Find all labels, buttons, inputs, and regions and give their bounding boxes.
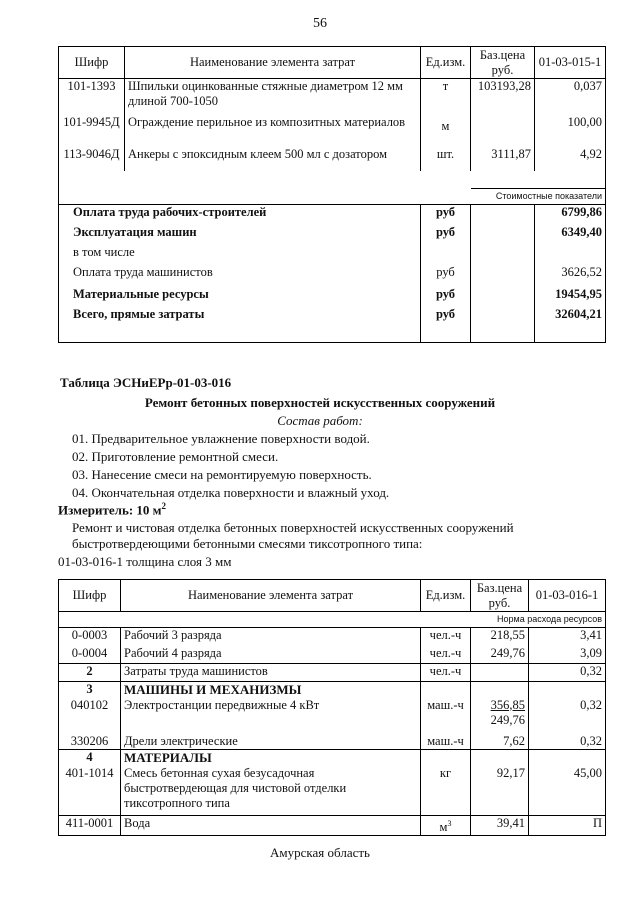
work-step: 02. Приготовление ремонтной смеси. [72,449,279,464]
table-row: 2 Затраты труда машинистов чел.-ч 0,32 [59,664,606,682]
work-step: 04. Окончательная отделка поверхности и влажный уход. [72,485,390,500]
work-step: 01. Предварительное увлажнение поверхности водой. [72,431,370,446]
work-step: 03. Нанесение смеси на ремонтируемую поверхность. [72,467,372,482]
table-row: 113-9046Д Анкеры с эпоксидным клеем 500 мл с дозатором шт. 3111,87 4,92 [59,147,606,171]
table-row: 330206 Дрели электрические маш.-ч 7,62 0,32 [59,734,606,750]
table-row: 101-1393 Шпильки оцинкованные стяжные диаметром 12 мм длиной 700-1050 т 103193,28 0,037 [59,79,606,115]
table-row: 3 МАШИНЫ И МЕХАНИЗМЫ [59,682,606,698]
table-row: 101-9945Д Ограждение перильное из композитных материалов м 100,00 [59,115,606,147]
header-code: Шифр [59,580,121,612]
summary-row: Всего, прямые затраты руб 32604,21 [59,307,606,343]
header-unit: Ед.изм. [421,47,471,79]
summary-row: Оплата труда машинистов руб 3626,52 [59,265,606,287]
measure: Измеритель: 10 $м^2$ [58,501,167,518]
summary-row: Материальные ресурсы руб 19454,95 [59,287,606,307]
header-name: Наименование элемента затрат [125,47,421,79]
table-row: 411-0001 Вода $м^3$ 39,41 П [59,816,606,836]
header-unit: Ед.изм. [421,580,471,612]
table-row: 4 МАТЕРИАЛЫ [59,750,606,766]
work-title: Состав работ: [277,413,363,428]
summary-row: Оплата труда рабочих-строителей руб 6799,86 [59,205,606,225]
table-row: 040102 Электростанции передвижные 4 кВт маш.-ч 356,85 249,76 0,32 [59,698,606,734]
summary-row: Эксплуатация машин руб 6349,40 [59,225,606,245]
table-title: Таблица ЭСНиЕРр-01-03-016 [60,375,232,390]
footer-region: Амурская область [270,845,370,860]
summary-row: в том числе [59,245,606,265]
header-code-col: 01-03-016-1 [529,580,606,612]
page-number: 56 [313,16,327,31]
header-code-col: 01-03-015-1 [535,47,606,79]
section-label: Стоимостные показатели [471,189,606,205]
table-row: 401-1014 Смесь бетонная сухая безусадочная быстротвердеющая для чистовой отделки тиксотропного типа кг 92,17 45,00 [59,766,606,816]
header-name: Наименование элемента затрат [121,580,421,612]
table-row: 0-0004 Рабочий 4 разряда чел.-ч 249,76 3,09 [59,646,606,664]
section-label: Норма расхода ресурсов [471,612,606,628]
resource-table-2 [58,579,606,836]
table-row: 0-0003 Рабочий 3 разряда чел.-ч 218,55 3,41 [59,628,606,646]
header-price: Баз.цена руб. [471,580,529,612]
description-line-2: быстротвердеющими бетонными смесями тиксотропного типа: [72,536,423,551]
subcode: 01-03-016-1 толщина слоя 3 мм [58,554,232,569]
header-code: Шифр [59,47,125,79]
description-line-1: Ремонт и чистовая отделка бетонных поверхностей искусственных сооружений [72,520,514,535]
header-price: Баз.цена руб. [471,47,535,79]
cost-table-1 [58,46,606,343]
table-subtitle: Ремонт бетонных поверхностей искусственных сооружений [144,395,496,410]
